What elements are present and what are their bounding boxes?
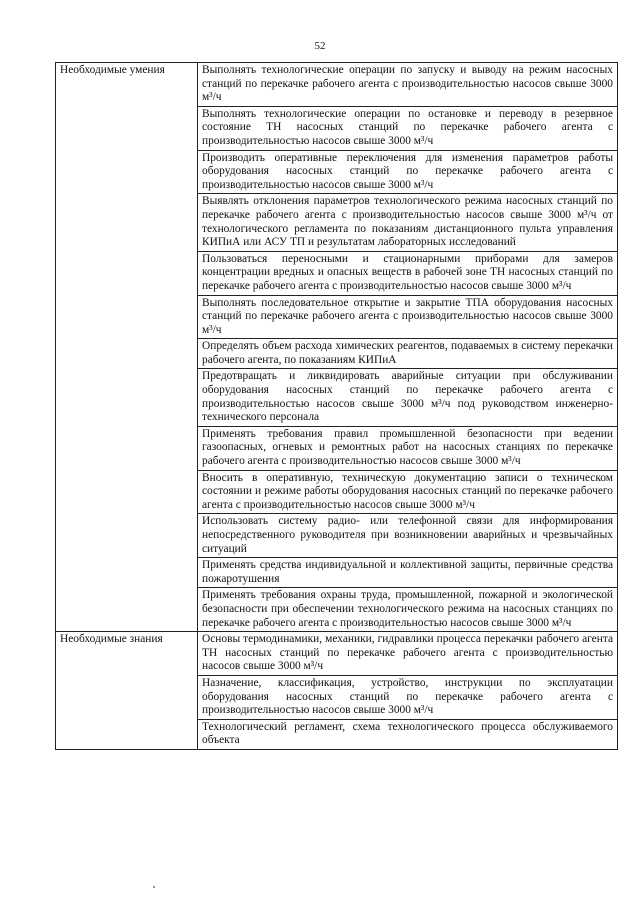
requirement-item-cell: Выявлять отклонения параметров технологического режима насосных станций по перекачке рабочего агента с производительностью насосов свыше 3000 м³/ч от технологического регламента по показаниям дистанционного пульта управления КИПиА или АСУ ТП и результатам лабораторных исследований: [198, 194, 618, 251]
requirement-item-cell: Выполнять последовательное открытие и закрытие ТПА оборудования насосных станций по перекачке рабочего агента с производительностью насосов свыше 3000 м³/ч: [198, 295, 618, 339]
requirement-item-cell: Применять требования правил промышленной безопасности при ведении газоопасных, огневых и ремонтных работ на насосных станциях по перекачке рабочего агента с производительностью насосов свыше 3000 м³/ч: [198, 426, 618, 470]
table-row: [56, 632, 618, 676]
page-number: 52: [314, 40, 326, 52]
requirement-item-cell: Пользоваться переносными и стационарными приборами для замеров концентрации вредных и опасных веществ в рабочей зоне ТН насосных станций по перекачке рабочего агента с производительностью насосов свыше 3000 м³/ч: [198, 251, 618, 295]
requirement-item-cell: Определять объем расхода химических реагентов, подаваемых в систему перекачки рабочего агента, по показаниям КИПиА: [198, 339, 618, 369]
requirement-item-cell: Производить оперативные переключения для изменения параметров работы оборудования насосных станций по перекачке рабочего агента с производительностью насосов свыше 3000 м³/ч: [198, 150, 618, 194]
section-category-cell: Необходимые знания: [56, 632, 198, 750]
requirement-item-cell: Вносить в оперативную, техническую документацию записи о техническом состоянии и режиме работы оборудования насосных станций по перекачке рабочего агента с производительностью насосов свыше 3000 м³/ч: [198, 470, 618, 514]
scan-speck: [153, 886, 155, 888]
requirement-item-cell: Основы термодинамики, механики, гидравлики процесса перекачки рабочего агента ТН насосных станций по перекачке рабочего агента с производительностью насосов свыше 3000 м³/ч: [198, 632, 618, 676]
requirement-item-cell: Применять средства индивидуальной и коллективной защиты, первичные средства пожаротушения: [198, 558, 618, 588]
requirement-item-cell: Выполнять технологические операции по запуску и выводу на режим насосных станций по перекачке рабочего агента с производительностью насосов свыше 3000 м³/ч: [198, 63, 618, 107]
table-row: [56, 63, 618, 107]
requirement-item-cell: Выполнять технологические операции по остановке и переводу в резервное состояние ТН насосных станций по перекачке рабочего агента с производительностью насосов свыше 3000 м³/ч: [198, 106, 618, 150]
requirement-item-cell: Применять требования охраны труда, промышленной, пожарной и экологической безопасности при обеспечении технологического режима на насосных станциях по перекачке рабочего агента с производительностью насосов свыше 3000 м³/ч: [198, 588, 618, 632]
section-category-cell: Необходимые умения: [56, 63, 198, 632]
requirement-item-cell: Предотвращать и ликвидировать аварийные ситуации при обслуживании оборудования насосных станций по перекачке рабочего агента с производительностью насосов свыше 3000 м³/ч под руководством инженерно-технического персонала: [198, 369, 618, 426]
requirements-table-body: [56, 63, 618, 750]
requirements-table: [55, 62, 618, 750]
requirement-item-cell: Назначение, классификация, устройство, инструкции по эксплуатации оборудования насосных станций по перекачке рабочего агента с производительностью насосов свыше 3000 м³/ч: [198, 675, 618, 719]
requirement-item-cell: Технологический регламент, схема технологического процесса обслуживаемого объекта: [198, 719, 618, 749]
requirement-item-cell: Использовать систему радио- или телефонной связи для информирования непосредственного руководителя при возникновении аварийных и чрезвычайных ситуаций: [198, 514, 618, 558]
